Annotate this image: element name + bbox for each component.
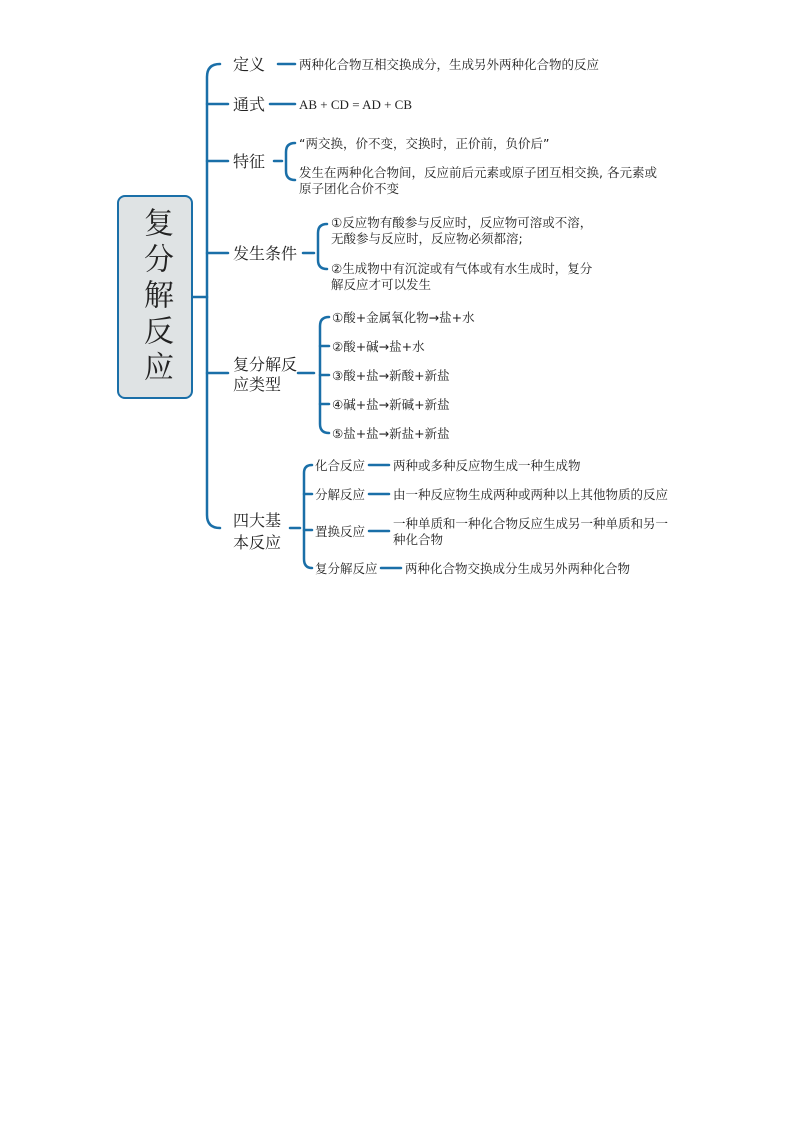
branch-types-label: 应类型 xyxy=(233,375,282,394)
condition-item: ②生成物中有沉淀或有气体或有水生成时，复分 xyxy=(331,261,593,276)
branch-condition-label: 发生条件 xyxy=(233,244,298,263)
condition-item: 无酸参与反应时，反应物必须都溶; xyxy=(331,231,523,246)
type-item: ③酸+盐→新酸+新盐 xyxy=(332,368,450,383)
condition-item: 解反应才可以发生 xyxy=(331,277,432,292)
type-item: ①酸+金属氧化物→盐+水 xyxy=(332,310,475,325)
feature-item: 发生在两种化合物间，反应前后元素或原子团互相交换, 各元素或 xyxy=(299,165,657,180)
condition-item: ①反应物有酸参与反应时，反应物可溶或不溶， xyxy=(331,215,593,230)
formula-text: AB + CD = AD + CB xyxy=(299,97,413,112)
branch-definition-label: 定义 xyxy=(233,55,266,74)
definition-text: 两种化合物互相交换成分，生成另外两种化合物的反应 xyxy=(299,57,600,72)
reaction-desc: 两种化合物交换成分生成另外两种化合物 xyxy=(405,561,631,576)
reaction-name: 分解反应 xyxy=(315,487,366,502)
reaction-desc: 种化合物 xyxy=(393,532,444,547)
branch-four-label: 四大基 xyxy=(233,511,282,530)
reaction-name: 置换反应 xyxy=(315,524,366,539)
branch-four-label: 本反应 xyxy=(233,533,282,552)
root-label: 复分解反应 xyxy=(138,207,173,387)
feature-item: “两交换，价不变，交换时，正价前，负价后” xyxy=(299,136,550,151)
root-node xyxy=(117,195,193,399)
reaction-desc: 由一种反应物生成两种或两种以上其他物质的反应 xyxy=(393,487,669,502)
branch-types-label: 复分解反 xyxy=(233,355,298,374)
type-item: ④碱+盐→新碱+新盐 xyxy=(332,397,450,412)
reaction-desc: 两种或多种反应物生成一种生成物 xyxy=(393,458,581,473)
branch-formula-label: 通式 xyxy=(233,95,266,114)
type-item: ⑤盐+盐→新盐+新盐 xyxy=(332,426,450,441)
reaction-name: 化合反应 xyxy=(315,458,366,473)
reaction-desc: 一种单质和一种化合物反应生成另一种单质和另一 xyxy=(393,516,669,531)
type-item: ②酸+碱→盐+水 xyxy=(332,339,425,354)
feature-item: 原子团化合价不变 xyxy=(299,181,400,196)
branch-feature-label: 特征 xyxy=(233,152,266,171)
reaction-name: 复分解反应 xyxy=(315,561,378,576)
